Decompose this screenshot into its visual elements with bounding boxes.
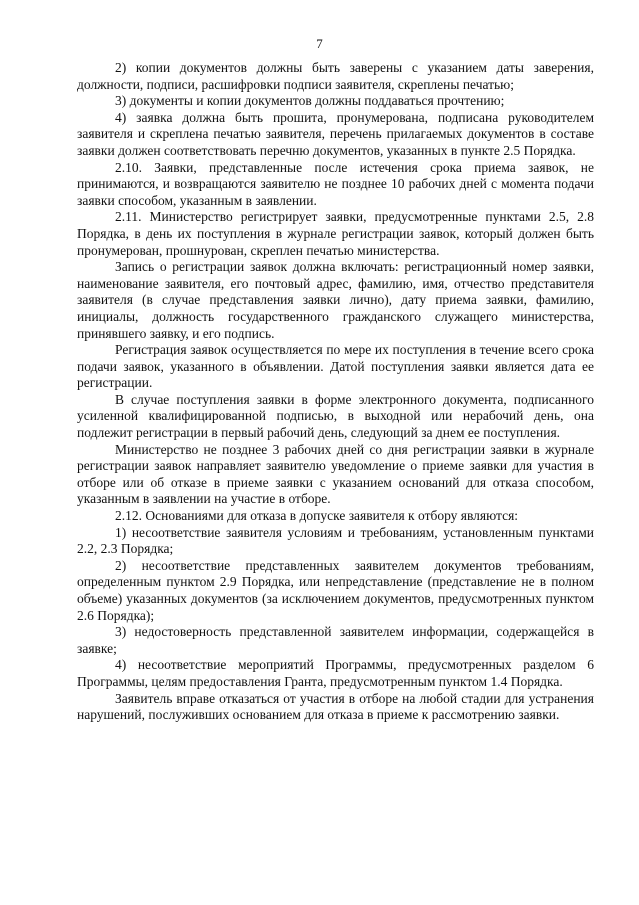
paragraph: 1) несоответствие заявителя условиям и требованиям, установленным пунктами 2.2, 2.3 Порядка; [77, 524, 594, 557]
page-number: 7 [316, 36, 323, 51]
paragraph: 2) копии документов должны быть заверены с указанием даты заверения, должности, подписи, расшифровки подписи заявителя, скреплены печатью; [77, 60, 594, 92]
paragraph: 3) недостоверность представленной заявителем информации, содержащейся в заявке; [77, 624, 594, 656]
paragraph: 3) документы и копии документов должны поддаваться прочтению; [115, 93, 505, 109]
paragraph: 2) несоответствие представленных заявителем документов требованиям, определенным пунктом 2.9 Порядка, или непредставление (представление не в полном объеме) указанных документов (за исключением документов, предусмотренных пунктом 2.6 Порядка); [77, 557, 594, 623]
paragraph: Министерство не позднее 3 рабочих дней со дня регистрации заявки в журнале регистрации заявок направляет заявителю уведомление о приеме заявки для участия в отборе или об отказе в приеме заявки с указанием оснований для отказа способом, указанным в заявлении на участие в отборе. [77, 441, 594, 507]
paragraph: Заявитель вправе отказаться от участия в отборе на любой стадии для устранения нарушений, послуживших основанием для отказа в приеме к рассмотрению заявки. [77, 690, 594, 723]
paragraph: 4) несоответствие мероприятий Программы, предусмотренных разделом 6 Программы, целям предоставления Гранта, предусмотренным пунктом 1.4 Порядка. [77, 657, 594, 689]
paragraph: В случае поступления заявки в форме электронного документа, подписанного усиленной квалифицированной подписью, в выходной или нерабочий день, она подлежит регистрации в первый рабочий день, следующий за днем ее поступления. [77, 391, 594, 441]
paragraph: Запись о регистрации заявок должна включать: регистрационный номер заявки, наименование заявителя, его почтовый адрес, фамилию, имя, отчество представителя заявителя (в случае представления заявки лично), дату приема заявки, фамилию, инициалы, должность государственного гражданского служащего министерства, принявшего заявку, и его подпись. [77, 259, 594, 341]
paragraph: 4) заявка должна быть прошита, пронумерована, подписана руководителем заявителя и скреплена печатью заявителя, перечень прилагаемых документов в составе заявки должен соответствовать перечню документов, указанных в пункте 2.5 Порядка. [77, 109, 594, 158]
paragraph: 2.10. Заявки, представленные после истечения срока приема заявок, не принимаются, и возвращаются заявителю не позднее 10 рабочих дней с момента подачи заявки способом, указанным в заявлении. [77, 159, 594, 208]
paragraph: Регистрация заявок осуществляется по мере их поступления в течение всего срока подачи заявок, указанного в объявлении. Датой поступления заявки является дата ее регистрации. [77, 342, 594, 391]
paragraph: 2.11. Министерство регистрирует заявки, предусмотренные пунктами 2.5, 2.8 Порядка, в день их поступления в журнале регистрации заявок, который должен быть пронумерован, прошнурован, скреплен печатью министерства. [77, 209, 594, 258]
paragraph: 2.12. Основаниями для отказа в допуске заявителя к отбору являются: [115, 508, 519, 524]
document-body [77, 60, 594, 724]
